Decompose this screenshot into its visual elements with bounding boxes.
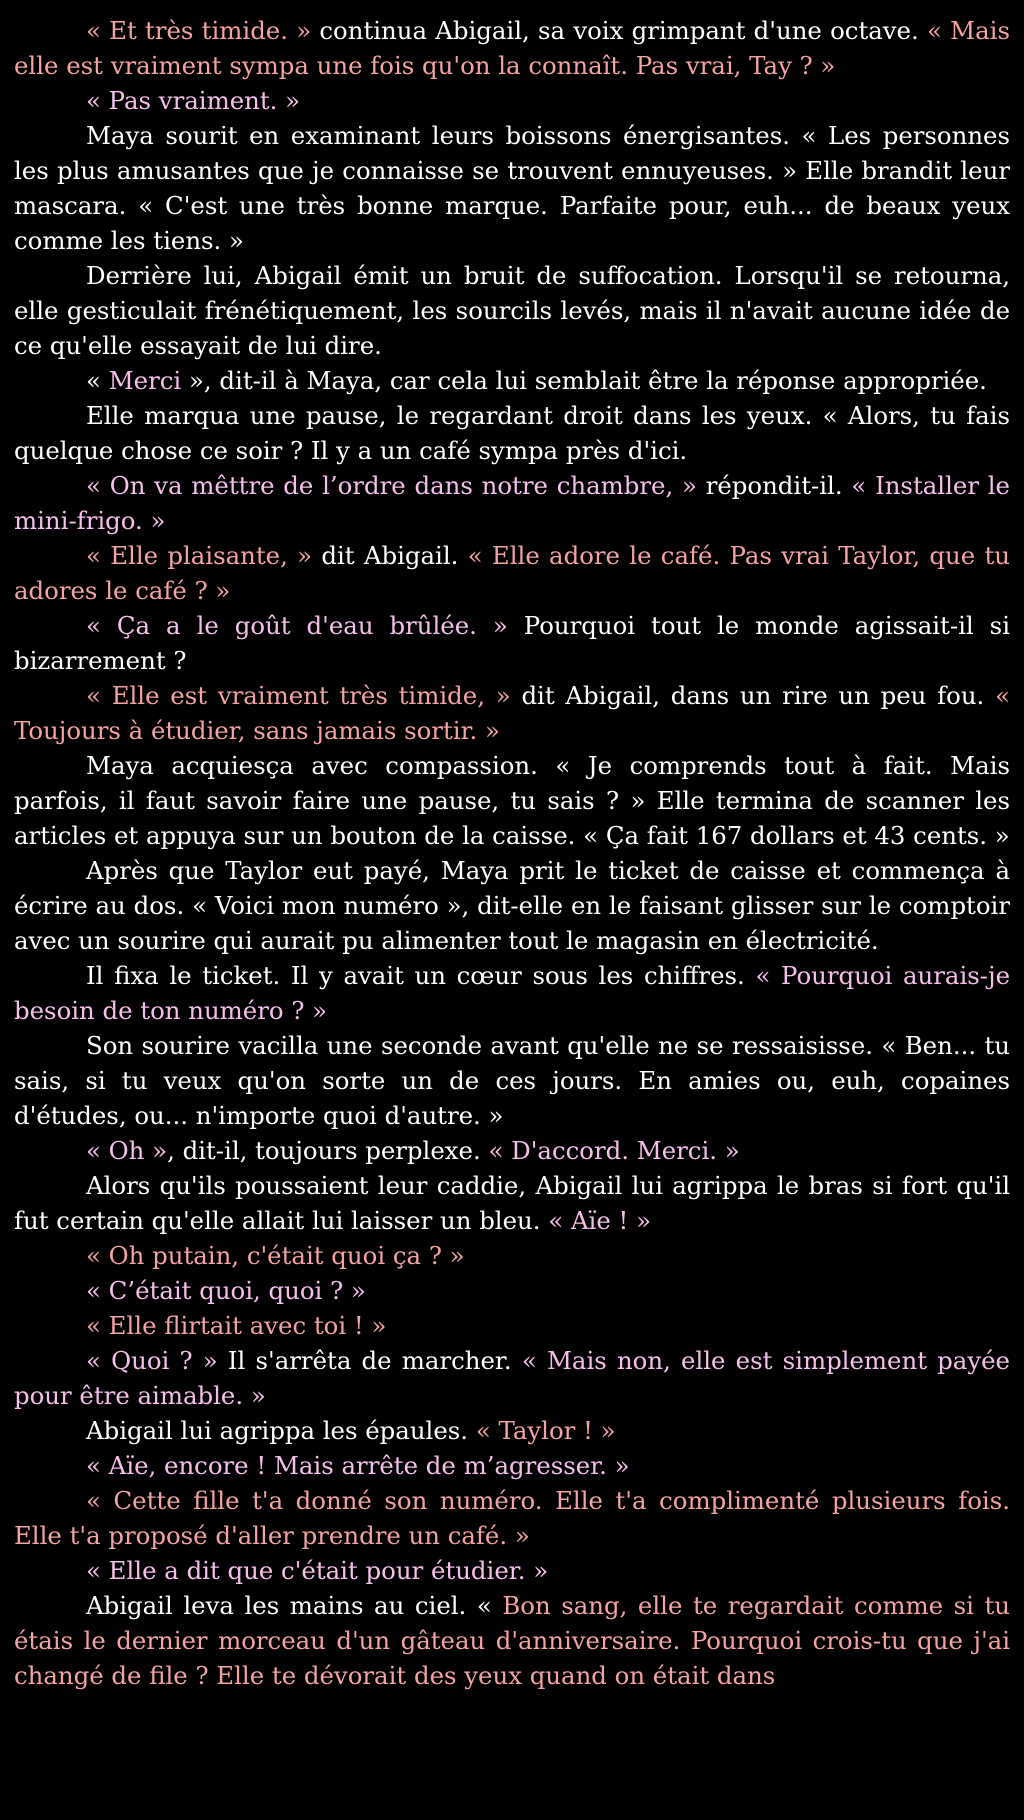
paragraph bbox=[14, 363, 1010, 398]
paragraph bbox=[14, 1588, 1010, 1693]
narration-text: répondit-il. bbox=[696, 471, 852, 500]
abigail-speech: « Elle est vraiment très timide, » bbox=[86, 681, 511, 710]
narration-text: Il s'arrêta de marcher. bbox=[217, 1346, 522, 1375]
paragraph bbox=[14, 538, 1010, 608]
narration-text: Abigail leva les mains au ciel. « bbox=[86, 1591, 503, 1620]
paragraph bbox=[14, 83, 1010, 118]
narration-text: Maya acquiesça avec compassion. « Je comprends tout à fait. Mais parfois, il faut savoir faire une pause, tu sais ? » Elle termina de scanner les articles et appuya sur un bouton de la caisse. « Ça fait 167 dollars et 43 cents. » bbox=[14, 751, 1010, 850]
narration-text: Après que Taylor eut payé, Maya prit le ticket de caisse et commença à écrire au dos. « Voici mon numéro », dit-elle en le faisant glisser sur le comptoir avec un sourire qui aurait pu alimenter tout le magasin en électricité. bbox=[14, 856, 1010, 955]
abigail-speech: « Mais elle est vraiment sympa une fois qu'on la connaît. Pas vrai, Tay ? » bbox=[14, 16, 1010, 80]
abigail-speech: « Taylor ! » bbox=[475, 1416, 616, 1445]
narration-text: Pourquoi tout le monde agissait-il si bizarrement ? bbox=[14, 611, 1010, 675]
narration-text: « bbox=[86, 366, 109, 395]
narration-text: dit Abigail, dans un rire un peu fou. bbox=[510, 681, 996, 710]
taylor-speech: « Mais non, elle est simplement payée pour être aimable. » bbox=[14, 1346, 1010, 1410]
taylor-speech: « Quoi ? » bbox=[86, 1346, 218, 1375]
paragraph bbox=[14, 678, 1010, 748]
narration-text: Son sourire vacilla une seconde avant qu'elle ne se ressaisisse. « Ben... tu sais, si tu veux qu'on sorte un de ces jours. En amies ou, euh, copaines d'études, ou... n'importe quoi d'autre. » bbox=[14, 1031, 1010, 1130]
paragraph bbox=[14, 118, 1010, 258]
paragraph bbox=[14, 1168, 1010, 1238]
paragraph bbox=[14, 1238, 1010, 1273]
narration-text: Abigail lui agrippa les épaules. bbox=[86, 1416, 476, 1445]
paragraph bbox=[14, 1133, 1010, 1168]
paragraph bbox=[14, 468, 1010, 538]
paragraph bbox=[14, 1483, 1010, 1553]
paragraph bbox=[14, 1553, 1010, 1588]
narration-text: Elle marqua une pause, le regardant droit dans les yeux. « Alors, tu fais quelque chose ce soir ? Il y a un café sympa près d'ici. bbox=[14, 401, 1010, 465]
paragraph bbox=[14, 1308, 1010, 1343]
taylor-speech: « Oh » bbox=[86, 1136, 168, 1165]
taylor-speech: « Ça a le goût d'eau brûlée. » bbox=[86, 611, 508, 640]
paragraph bbox=[14, 608, 1010, 678]
abigail-speech: « Elle flirtait avec toi ! » bbox=[86, 1311, 387, 1340]
narration-text: Alors qu'ils poussaient leur caddie, Abigail lui agrippa le bras si fort qu'il fut certain qu'elle allait lui laisser un bleu. bbox=[14, 1171, 1010, 1235]
taylor-speech: « Installer le mini-frigo. » bbox=[14, 471, 1010, 535]
abigail-speech: « Elle adore le café. Pas vrai Taylor, que tu adores le café ? » bbox=[14, 541, 1010, 605]
narration-text: , dit-il, toujours perplexe. bbox=[167, 1136, 489, 1165]
taylor-speech: « D'accord. Merci. » bbox=[488, 1136, 740, 1165]
narration-text: », dit-il à Maya, car cela lui semblait être la réponse appropriée. bbox=[181, 366, 987, 395]
paragraph bbox=[14, 853, 1010, 958]
taylor-speech: Merci bbox=[108, 366, 182, 395]
taylor-speech: « Pas vraiment. » bbox=[86, 86, 301, 115]
paragraph bbox=[14, 13, 1010, 83]
paragraph bbox=[14, 748, 1010, 853]
narration-text: Derrière lui, Abigail émit un bruit de suffocation. Lorsqu'il se retourna, elle gesticulait frénétiquement, les sourcils levés, mais il n'avait aucune idée de ce qu'elle essayait de lui dire. bbox=[14, 261, 1010, 360]
paragraph bbox=[14, 1448, 1010, 1483]
narration-text: Il fixa le ticket. Il y avait un cœur sous les chiffres. bbox=[86, 961, 756, 990]
abigail-speech: « Cette fille t'a donné son numéro. Elle t'a complimenté plusieurs fois. Elle t'a proposé d'aller prendre un café. » bbox=[14, 1486, 1010, 1550]
narration-text: continua Abigail, sa voix grimpant d'une octave. bbox=[311, 16, 927, 45]
abigail-speech: Bon sang, elle te regardait comme si tu étais le dernier morceau d'un gâteau d'anniversaire. Pourquoi crois-tu que j'ai changé de file ? Elle te dévorait des yeux quand on était dans bbox=[14, 1591, 1010, 1690]
abigail-speech: « Et très timide. » bbox=[86, 16, 312, 45]
taylor-speech: « Aïe, encore ! Mais arrête de m’agresser. » bbox=[86, 1451, 630, 1480]
narration-text: Maya sourit en examinant leurs boissons énergisantes. « Les personnes les plus amusantes que je connaisse se trouvent ennuyeuses. » Elle brandit leur mascara. « C'est une très bonne marque. Parfaite pour, euh... de beaux yeux comme les tiens. » bbox=[14, 121, 1010, 255]
paragraph bbox=[14, 258, 1010, 363]
paragraph bbox=[14, 1343, 1010, 1413]
taylor-speech: « C’était quoi, quoi ? » bbox=[86, 1276, 366, 1305]
paragraph bbox=[14, 958, 1010, 1028]
paragraph bbox=[14, 1273, 1010, 1308]
abigail-speech: « Elle plaisante, » bbox=[86, 541, 313, 570]
abigail-speech: « Oh putain, c'était quoi ça ? » bbox=[86, 1241, 465, 1270]
taylor-speech: « Aïe ! » bbox=[548, 1206, 652, 1235]
taylor-speech: « On va mêttre de l’ordre dans notre chambre, » bbox=[86, 471, 697, 500]
taylor-speech: « Pourquoi aurais-je besoin de ton numéro ? » bbox=[14, 961, 1010, 1025]
paragraph bbox=[14, 1413, 1010, 1448]
narration-text: dit Abigail. bbox=[312, 541, 468, 570]
abigail-speech: « Toujours à étudier, sans jamais sortir. » bbox=[14, 681, 1010, 745]
paragraph bbox=[14, 1028, 1010, 1133]
taylor-speech: « Elle a dit que c'était pour étudier. » bbox=[86, 1556, 549, 1585]
paragraph bbox=[14, 398, 1010, 468]
